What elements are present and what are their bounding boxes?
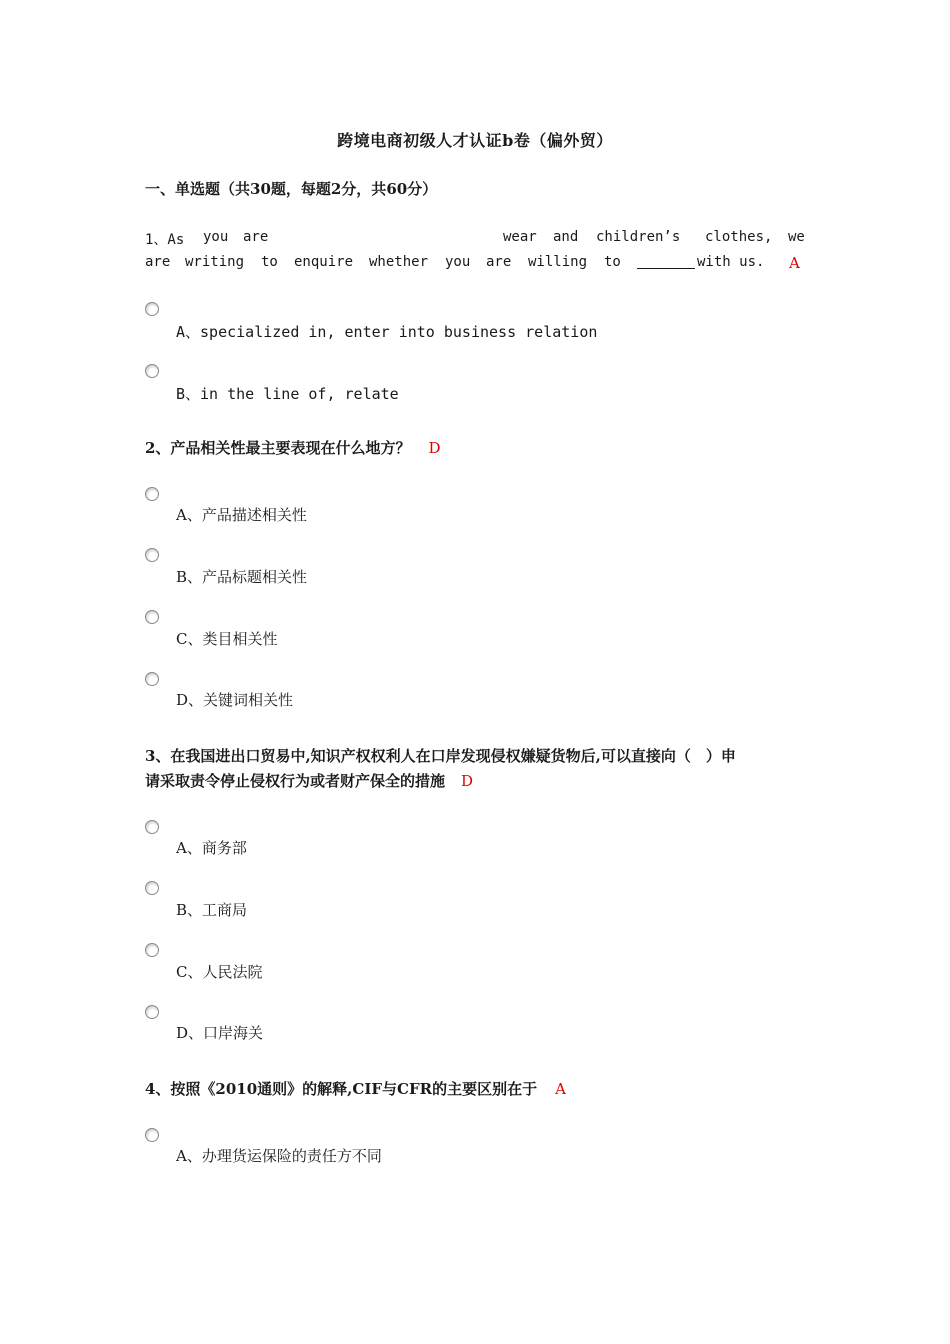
- option-a: A、办理货运保险的责任方不同: [176, 1147, 382, 1165]
- question-text: 2、产品相关性最主要表现在什么地方？: [145, 439, 411, 457]
- q1-word: writing: [185, 254, 245, 270]
- radio-button[interactable]: [145, 610, 159, 624]
- question-2: [145, 437, 440, 458]
- q1-word: you: [445, 254, 471, 270]
- question-text: 请采取责令停止侵权行为或者财产保全的措施: [145, 772, 446, 790]
- option-c: C、人民法院: [176, 963, 263, 981]
- option-a: A、产品描述相关性: [176, 506, 307, 524]
- question-text: 4、按照《2010通则》的解释,CIF与CFR的主要区别在于: [145, 1080, 538, 1098]
- question-4: [145, 1078, 566, 1099]
- q1-word: we: [788, 229, 805, 245]
- option-b: B、工商局: [176, 901, 248, 919]
- q1-word: whether: [369, 254, 429, 270]
- question-1-line-1: [145, 229, 805, 249]
- q1-word: clothes,: [705, 229, 773, 245]
- radio-button[interactable]: [145, 1005, 159, 1019]
- q1-word: children’s: [596, 229, 681, 245]
- option-d: D、关键词相关性: [176, 691, 294, 709]
- q1-word: to: [604, 254, 621, 270]
- radio-button[interactable]: [145, 672, 159, 686]
- question-3-line-1: 3、在我国进出口贸易中,知识产权权利人在口岸发现侵权嫌疑货物后,可以直接向（ ）申: [145, 747, 736, 765]
- radio-button[interactable]: [145, 943, 159, 957]
- option-a: A、商务部: [176, 839, 247, 857]
- answer-key: A: [555, 1080, 566, 1098]
- answer-key: D: [428, 439, 441, 457]
- option-b: B、in the line of, relate: [176, 385, 399, 403]
- radio-button[interactable]: [145, 487, 159, 501]
- option-d: D、口岸海关: [176, 1024, 264, 1042]
- q1-word: enquire: [294, 254, 354, 270]
- q1-word: with us.: [697, 254, 765, 270]
- radio-button[interactable]: [145, 364, 159, 378]
- question-1-line-2: [145, 254, 805, 274]
- section-heading: 一、单选题（共30题，每题2分，共60分）: [145, 180, 438, 198]
- radio-button[interactable]: [145, 820, 159, 834]
- q1-word: willing: [528, 254, 588, 270]
- option-c: C、类目相关性: [176, 630, 278, 648]
- answer-key: A: [789, 254, 800, 272]
- question-3-line-2: [145, 770, 473, 791]
- option-a: A、specialized in, enter into business relation: [176, 323, 598, 341]
- radio-button[interactable]: [145, 1128, 159, 1142]
- q1-word: are: [486, 254, 512, 270]
- answer-blank: [637, 254, 695, 273]
- q1-word: 1、As: [145, 232, 185, 248]
- q1-word: and: [553, 229, 579, 245]
- q1-word: to: [261, 254, 278, 270]
- radio-button[interactable]: [145, 548, 159, 562]
- radio-button[interactable]: [145, 881, 159, 895]
- option-b: B、产品标题相关性: [176, 568, 308, 586]
- q1-word: you: [203, 229, 229, 245]
- radio-button[interactable]: [145, 302, 159, 316]
- answer-key: D: [461, 772, 474, 790]
- page-title: 跨境电商初级人才认证b卷（偏外贸）: [337, 131, 613, 150]
- q1-word: are: [243, 229, 269, 245]
- q1-word: are: [145, 254, 171, 270]
- q1-word: wear: [503, 229, 537, 245]
